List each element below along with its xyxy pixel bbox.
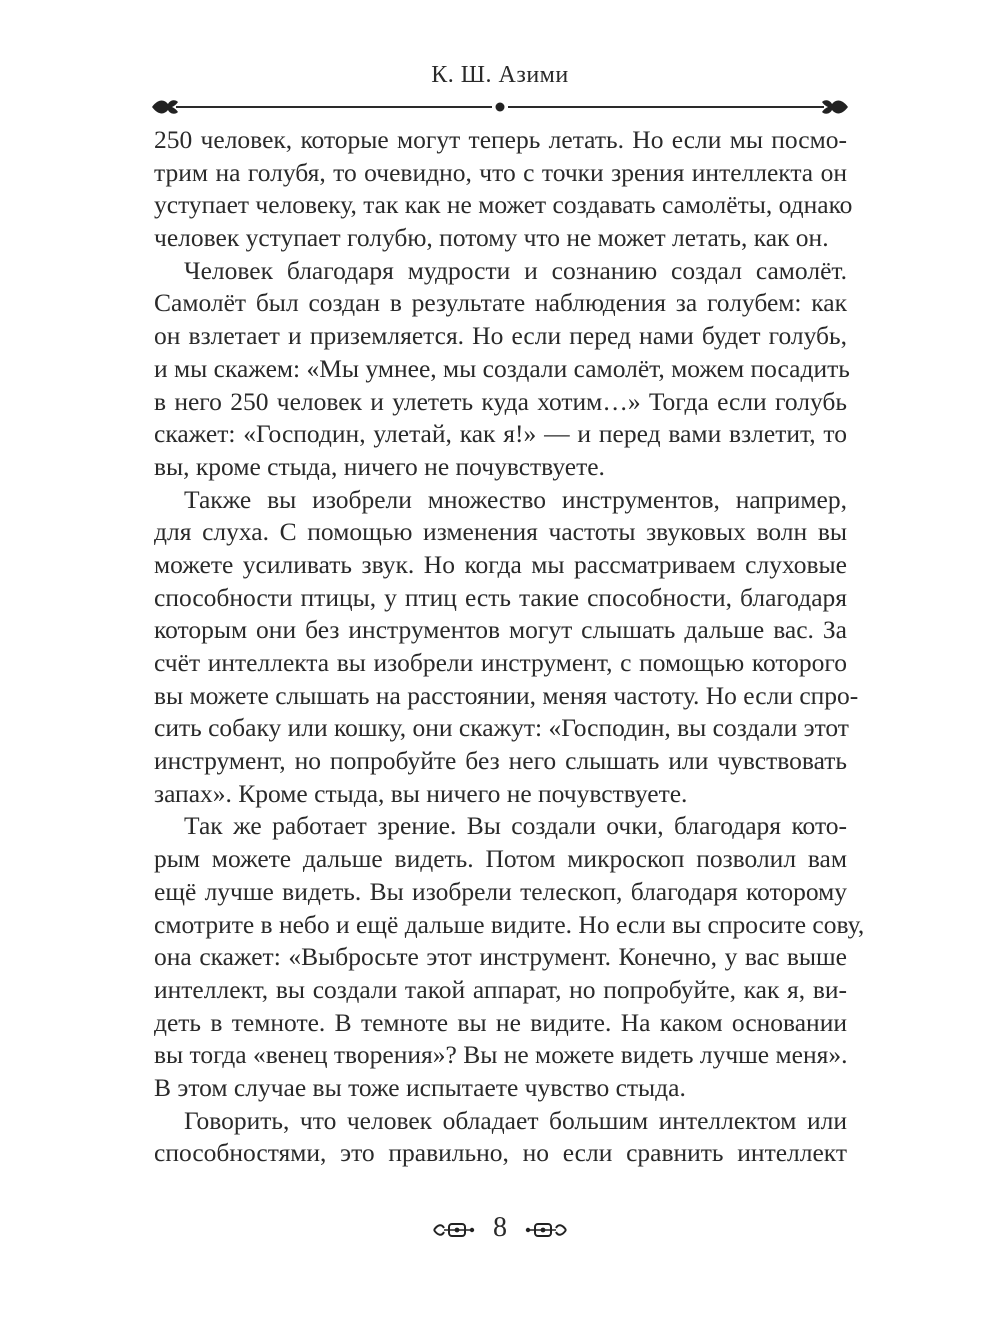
text-line: уступает человеку, так как не может создавать самолёты, однако bbox=[154, 190, 853, 220]
text-line: 250 человек, которые могут теперь летать. Но если мы посмо- bbox=[154, 125, 847, 154]
text-line: вы можете слышать на расстоянии, меняя частоту. Но если спро- bbox=[154, 680, 859, 710]
page-number: 8 bbox=[493, 1212, 507, 1243]
text-line: скажет: «Господин, улетай, как я!» — и перед вами взлетит, то bbox=[154, 419, 847, 449]
text-line: вы, кроме стыда, ничего не почувствуете. bbox=[154, 451, 605, 481]
text-line: Человек благодаря мудрости и сознанию создал самолёт. bbox=[184, 255, 847, 285]
text-line: в него 250 человек и улететь куда хотим…» Тогда если голубь bbox=[154, 386, 847, 416]
body-text bbox=[154, 124, 865, 1170]
text-line: запах». Кроме стыда, вы ничего не почувствуете. bbox=[154, 778, 688, 808]
folio-right-ornament-icon bbox=[524, 1216, 568, 1244]
text-line: Самолёт был создан в результате наблюдения за голубем: как bbox=[154, 288, 847, 318]
right-fleuron-icon bbox=[822, 100, 848, 113]
text-line: сить собаку или кошку, они скажут: «Господин, вы создали этот bbox=[154, 713, 849, 743]
text-line: способности птицы, у птиц есть такие способности, благодаря bbox=[154, 582, 847, 612]
text-line: для слуха. С помощью изменения частоты звуковых волн вы bbox=[154, 517, 847, 547]
text-line: он взлетает и приземляется. Но если перед нами будет голубь, bbox=[154, 321, 847, 351]
text-line: Также вы изобрели множество инструментов, например, bbox=[184, 484, 847, 514]
text-line: человек уступает голубю, потому что не может летать, как он. bbox=[154, 223, 829, 253]
text-line: В этом случае вы тоже испытаете чувство стыда. bbox=[154, 1072, 686, 1102]
text-line: она скажет: «Выбросьте этот инструмент. Конечно, у вас выше bbox=[154, 942, 847, 972]
header-ornamental-rule bbox=[150, 92, 850, 122]
text-line: трим на голубя, то очевидно, что с точки зрения интеллекта он bbox=[154, 157, 847, 187]
text-line: смотрите в небо и ещё дальше видите. Но если вы спросите сову, bbox=[154, 909, 865, 939]
text-line: ещё лучше видеть. Вы изобрели телескоп, благодаря которому bbox=[154, 876, 847, 906]
text-line: и мы скажем: «Мы умнее, мы создали самолёт, можем посадить bbox=[154, 353, 850, 383]
text-line: интеллект, вы создали такой аппарат, но попробуйте, как я, ви- bbox=[154, 974, 847, 1004]
text-line: деть в темноте. В темноте вы не видите. На каком основании bbox=[154, 1007, 847, 1037]
text-line: которым они без инструментов могут слышать дальше вас. За bbox=[154, 615, 847, 645]
page-footer bbox=[0, 1208, 1000, 1248]
left-fleuron-icon bbox=[152, 100, 178, 113]
text-line: инструмент, но попробуйте без него слышать или чувствовать bbox=[154, 746, 847, 776]
text-line: можете усиливать звук. Но когда мы рассматриваем слуховые bbox=[154, 549, 847, 579]
rule-center-dot-icon bbox=[496, 103, 505, 112]
running-header-author: К. Ш. Азими bbox=[431, 62, 569, 88]
text-line: рым можете дальше видеть. Потом микроскоп позволил вам bbox=[154, 844, 847, 874]
text-line: счёт интеллекта вы изобрели инструмент, с помощью которого bbox=[154, 648, 847, 677]
text-line: способностями, это правильно, но если сравнить интеллект bbox=[154, 1138, 847, 1168]
text-line: Так же работает зрение. Вы создали очки, благодаря кото- bbox=[184, 811, 847, 841]
text-line: Говорить, что человек обладает большим интеллектом или bbox=[184, 1105, 847, 1135]
text-line: вы тогда «венец творения»? Вы не можете видеть лучше меня». bbox=[154, 1040, 848, 1070]
